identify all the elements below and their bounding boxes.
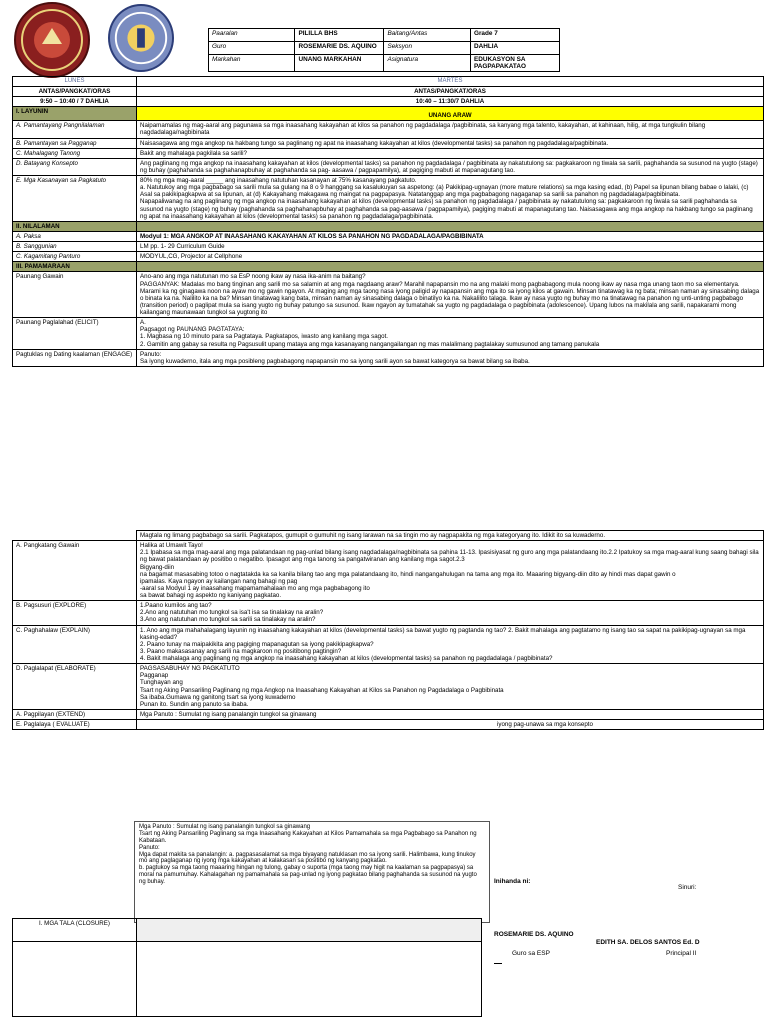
row-text (137, 720, 764, 730)
lesson-plan-table-page2 (12, 530, 764, 730)
row-label: D. Batayang Konsepto (13, 158, 137, 175)
day-martes: MARTES (137, 77, 764, 87)
header-key: Markahan (209, 55, 295, 72)
mga-tala-cell-2 (137, 942, 482, 1017)
row-text: Mga Panuto : Sumulat ng isang panalangin tungkol sa ginawang (137, 709, 764, 719)
row-text: 1. Ano ang mga mahahalagang layunin ng inaasahang kakayahan at kilos (developmental tasks) sa bawat yugto ng pagtanda ng tao? 2. Bakit mahalaga ang pagtatamo ng isang tao sa sapat na pakikipag-ugnayan sa mga kasing-edad? 2. Paano tunay na maipakikita ang pagiging mapanagutan sa iyong pakikipagkapwa? 3. Paano makasasanay ang sarili na magkaroon ng positibong pagtingin? 4. Bakit mahalaga ang paglinang ng mga angkop na inaasahang kakayahan at kilos (developmental tasks) sa panahon ng pagdadalaga / pagbibinata? (137, 625, 764, 664)
row-label: Pagtuklas ng Dating kaalaman (ENGAGE) (13, 349, 137, 366)
section-layunin: I. LAYUNIN (13, 107, 137, 121)
section-unang-araw: UNANG ARAW (137, 107, 764, 121)
header-value: EDUKASYON SA PAGPAPAKATAO (470, 55, 559, 72)
time-slot-1: 9:50 – 10:40 / 7 DAHLIA (13, 97, 137, 107)
inihanda-label: Inihanda ni: (494, 878, 531, 885)
row-label: E. Paglalaya ( EVALUATE) (13, 720, 137, 730)
antas-label: ANTAS/PANGKAT/ORAS (13, 86, 137, 96)
header-key: Seksyon (384, 42, 470, 55)
row-label: B. Pamantayan sa Pagganap (13, 138, 137, 148)
continuation-text: Magtala ng limang pagbabago sa sarili. Pagkatapos, gumupit o gumuhit ng isang larawan na sa tingin mo ay nagpapakita ng mga kategoryang ito. Idikit ito sa kuwaderno. (137, 531, 764, 541)
row-label: C. Mahalagang Tanong (13, 148, 137, 158)
day-lunes: LUNES (13, 77, 137, 87)
row-text: Ano-ano ang mga natutunan mo sa EsP noong ikaw ay nasa ika-anim na baitang? PAGGANYAK: Madalas mo bang tinginan ang sarili mo sa salamin at ang mga nagdaang araw? Marahil napapansin mo na ang malaki mong pagbabagong mula noong ikaw ay nasa mga unang taon mo sa elementarya. Marami ka ng ginagawa noon na ayaw mo ng gawin ngayon. At maging ang mga taong nasa iyong paligid ay napapansin ang mga ito sa iyong kilos at gawain. Minsan tinatawag ka ng bata; minsan naman ay sinasabing dalaga o binata ka na. Nalilito ka na ba? Minsan tinatawag kang bata, minsan naman ay sinasabing dalaga o binatilyo ka na. Nakalilito talaga. Ikaw ay nasa yugto ng buhay mo na tinatawag na panahon ng unti-unting pagbabago (transition period) o paglipat mula sa isang yugto ng buhay patungo sa susunod. Ikaw ngayon ay tumatahak sa yugto ng pagdadalaga o pagbibinata (adolescence). Upang lubos na makilala ang sarili, napakarami mong kailangang maunawaan tungkol sa yugtong ito (137, 272, 764, 318)
antas-value: ANTAS/PANGKAT/ORAS (137, 86, 764, 96)
section-pamamaraan: III. PAMAMARAAN (13, 262, 137, 272)
section-nilalaman-fill (137, 221, 764, 231)
header-value: DAHLIA (470, 42, 559, 55)
mga-tala-blank (13, 942, 137, 1017)
row-text: Naisasagawa ang mga angkop na hakbang tungo sa paglinang ng apat na inaasahang kakayahan at kilos (developmental tasks) sa panahon ng pagdadalaga/pagbibinata. (137, 138, 764, 148)
header-value: PILILLA BHS (295, 29, 384, 42)
evaluate-popup-textbox: Mga Panuto : Sumulat ng isang panalangin tungkol sa ginawang Tsart ng Aking Pansariling Paglinang sa mga Inaasahang Kakayahan at Kilos Pamamahala sa mga Pagbabago sa Panahon ng Kabataan. Panuto: Mga dapat makita sa panalangin: a. pagpasasalamat sa mga biyayang natuklasan mo sa iyong sarili. Halimbawa, kung tinukoy mo ang paglaganap ng iyong mga kakayahan at kalakasan sa positibo ng kanyang pagkatao. b. pagtukoy sa mga taong maaaring hingan ng tulong, gabay o suporta (mga taong may higit na kaalaman sa pagpapasya) sa moral na pamumuhay. Kahalagahan ng pamamahala sa pag-unlad ng iyong pagkatao bilang paghahanda sa susunod na yugto ng buhay. (134, 821, 490, 923)
header-key: Guro (209, 42, 295, 55)
mga-tala-label: I. MGA TALA (CLOSURE) (13, 919, 137, 942)
row-text: Ang paglinang ng mga angkop na inaasahang kakayahan at kilos (developmental tasks) sa panahon ng pagdadalaga / pagbibinata ay nakatutulong sa: pagkakaroon ng tiwala sa sarili, paghahanda sa susunod na yugto (stage) ng buhay (paghahanda sa paghahanapbuhay at paghahanda sa pag- aasawa / pagpapamilya), at pagiging mabuti at mapanagutang tao. (137, 158, 764, 175)
mga-tala-table (12, 918, 482, 1017)
row-label: Paunang Gawain (13, 272, 137, 318)
row-label: D. Paglalapat (ELABORATE) (13, 664, 137, 710)
row-text: Halika at Umawit Tayo! 2.1 Ipabasa sa mga mag-aaral ang mga palatandaan ng pag-unlad bilang isang nagdadalaga/nagbibinata sa pahina 11-13. Ipasisiyasat ng guro ang mga palatandaang ito.2.2 Ipatukoy sa mga mag-aaral kung saang bahagi sila ng bawat palatandaan ay positibo o negatibo. Ipasagot ang mga tanong sa pangatwiranan ang kanilang mga sagot.2.3 Bigyang-diin na bagamat masasabing totoo o nagtatakda ka sa kanila bilang tao ang mga palatandaang ito, hindi nangangahulugan na tama ang mga ito. Maaaring bigyang-diin dito ay hindi mas dapat gawin o ipamalas. Kaya ngayon ay kailangan nang bahagi ng pag -aaral sa Modyul 1 ay inaasahang mapamamahalaan mo ang mga pagbabagong ito sa bawat bahagi ng aspekto ng kaniyang pagkatao. (137, 541, 764, 601)
lesson-plan-table-page1 (12, 76, 764, 367)
teacher-role: Guro sa ESP (512, 950, 550, 957)
section-nilalaman: II. NILALAMAN (13, 221, 137, 231)
row-label: B. Sanggunian (13, 242, 137, 252)
row-text: LM pp. 1- 29 Curriculum Guide (137, 242, 764, 252)
row-label: A. Paksa (13, 231, 137, 241)
row-text: MODYUL,CG, Projector at Cellphone (137, 252, 764, 262)
header-value: ROSEMARIE DS. AQUINO (295, 42, 384, 55)
row-text: A. Pagsagot ng PAUNANG PAGTATAYA: 1. Magbasa ng 10 minuto para sa Pagtataya. Pagkatapos, iwasto ang kanilang mga sagot. 2. Gamitin ang gabay sa resulta ng Pagsusulit upang mataya ang mga kasanayang nangangailangan ng mas malalimang pagtalakay sumusunod ang tamang panukala (137, 318, 764, 350)
row-text: 80% ng mga mag-aaral _____ ang inaasahang natutuhan kasanayan at 75% kasanayang pagkatuto. a. Natutukoy ang mga pagbabago sa sarili mula sa gulang na 8 o 9 hanggang sa kasalukuyan sa aspetong: (a) Pakikipag-ugnayan (more mature relations) sa mga kasing edad, (b) Papel sa lipunan bilang babae o lalaki, (c) Asal sa pakikipagkapwa at sa lipunan, at (d) Kakayahang makagawa ng maingat na pagpapasya. Natatanggap ang mga pagbabagong nagaganap sa sarili sa panahon ng pagdadalaga/pagbibinata. Napapaliwanag na ang paglinang ng mga angkop na inaasahang kakayahan at kilos (developmental tasks) sa panahon ng pagdadalaga / pagbibinata ay nakatutulong sa: pagkakaroon ng tiwala sa sarili paghahanda sa susunod na yugto (stage) ng buhay (paghahanda sa paghahanapbuhay at paghahanda sa pag-aasawa / pagpapamilya), pagiging mabuti at mapanagutang tao. Naisasagawa ang mga angkop na hakbang tungo sa paglinang ng apat na inaasahang kakayahan at kilos (developmental tasks) sa panahon ng pagdadalaga/pagbibinata. (137, 176, 764, 222)
principal-name: EDITH SA. DELOS SANTOS Ed. D (596, 939, 700, 946)
row-label: C. Paghahalaw (EXPLAIN) (13, 625, 137, 664)
section-pamamaraan-fill (137, 262, 764, 272)
time-slot-2: 10:40 – 11:30/7 DAHLIA (137, 97, 764, 107)
header-key: Asignatura (384, 55, 470, 72)
row-text: Panuto: Sa iyong kuwaderno, itala ang mga posibleng pagbabagong napapansin mo sa iyong sarili ayon sa bawat kategorya sa bawat bilang sa ibaba. (137, 349, 764, 366)
row-text: Bakit ang mahalaga pagkilala sa sarili? (137, 148, 764, 158)
evaluate-tail: iyong pag-unawa sa mga konsepto (497, 721, 593, 728)
principal-role: Principal II (666, 950, 697, 957)
mga-tala-cell (137, 919, 482, 942)
row-label: A. Pagpilayan (EXTEND) (13, 709, 137, 719)
signature-line (494, 963, 502, 964)
deped-seal-icon (108, 4, 174, 72)
school-seal-icon (14, 2, 90, 78)
row-label: A. Pangkatang Gawain (13, 541, 137, 601)
header-key: Baitang/Antas (384, 29, 470, 42)
row-label: E. Mga Kasanayan sa Pagkatuto (13, 176, 137, 222)
row-text: PAGSASABUHAY NG PAGKATUTO Pagganap Tunghayan ang Tsart ng Aking Pansariling Paglinang ng mga Angkop na Inaasahang Kakayahan at Kilos sa Panahon ng Pagdadalaga o Pagbibinata Sa ibaba.Gumawa ng ganitong tsart sa iyong kuwaderno Punan ito. Sundin ang panuto sa ibaba. (137, 664, 764, 710)
row-text: Naipamamalas ng mag-aaral ang pagunawa sa mga inaasahang kakayahan at kilos sa panahon ng pagdadalaga /pagbibinata, sa kanyang mga talento, kakayahan, at kahinaan, hilig, at mga tungkulin bilang nagdadalaga/nagbibinata (137, 121, 764, 138)
row-label: Paunang Paglalahad (ELICIT) (13, 318, 137, 350)
header-value: UNANG MARKAHAN (295, 55, 384, 72)
sinuri-label: Sinuri: (678, 884, 697, 891)
header-value: Grade 7 (470, 29, 559, 42)
continuation-blank (13, 531, 137, 541)
row-text: 1.Paano kumilos ang tao? 2.Ano ang natutuhan mo tungkol sa isa't isa sa tinalakay na aralin? 3.Ano ang natutuhan mo tungkol sa sarili sa tinalakay na aralin? (137, 601, 764, 625)
header-key: Paaralan (209, 29, 295, 42)
row-label: C. Kagamitang Panturo (13, 252, 137, 262)
row-label: B. Pagsusuri (EXPLORE) (13, 601, 137, 625)
row-label: A. Pamantayang Pangnilalaman (13, 121, 137, 138)
row-text: Modyul 1: MGA ANGKOP AT INAASAHANG KAKAYAHAN AT KILOS SA PANAHON NG PAGDADALAGA/PAGBIBINATA (137, 231, 764, 241)
teacher-name: ROSEMARIE DS. AQUINO (494, 931, 574, 938)
header-info-table (208, 28, 560, 72)
